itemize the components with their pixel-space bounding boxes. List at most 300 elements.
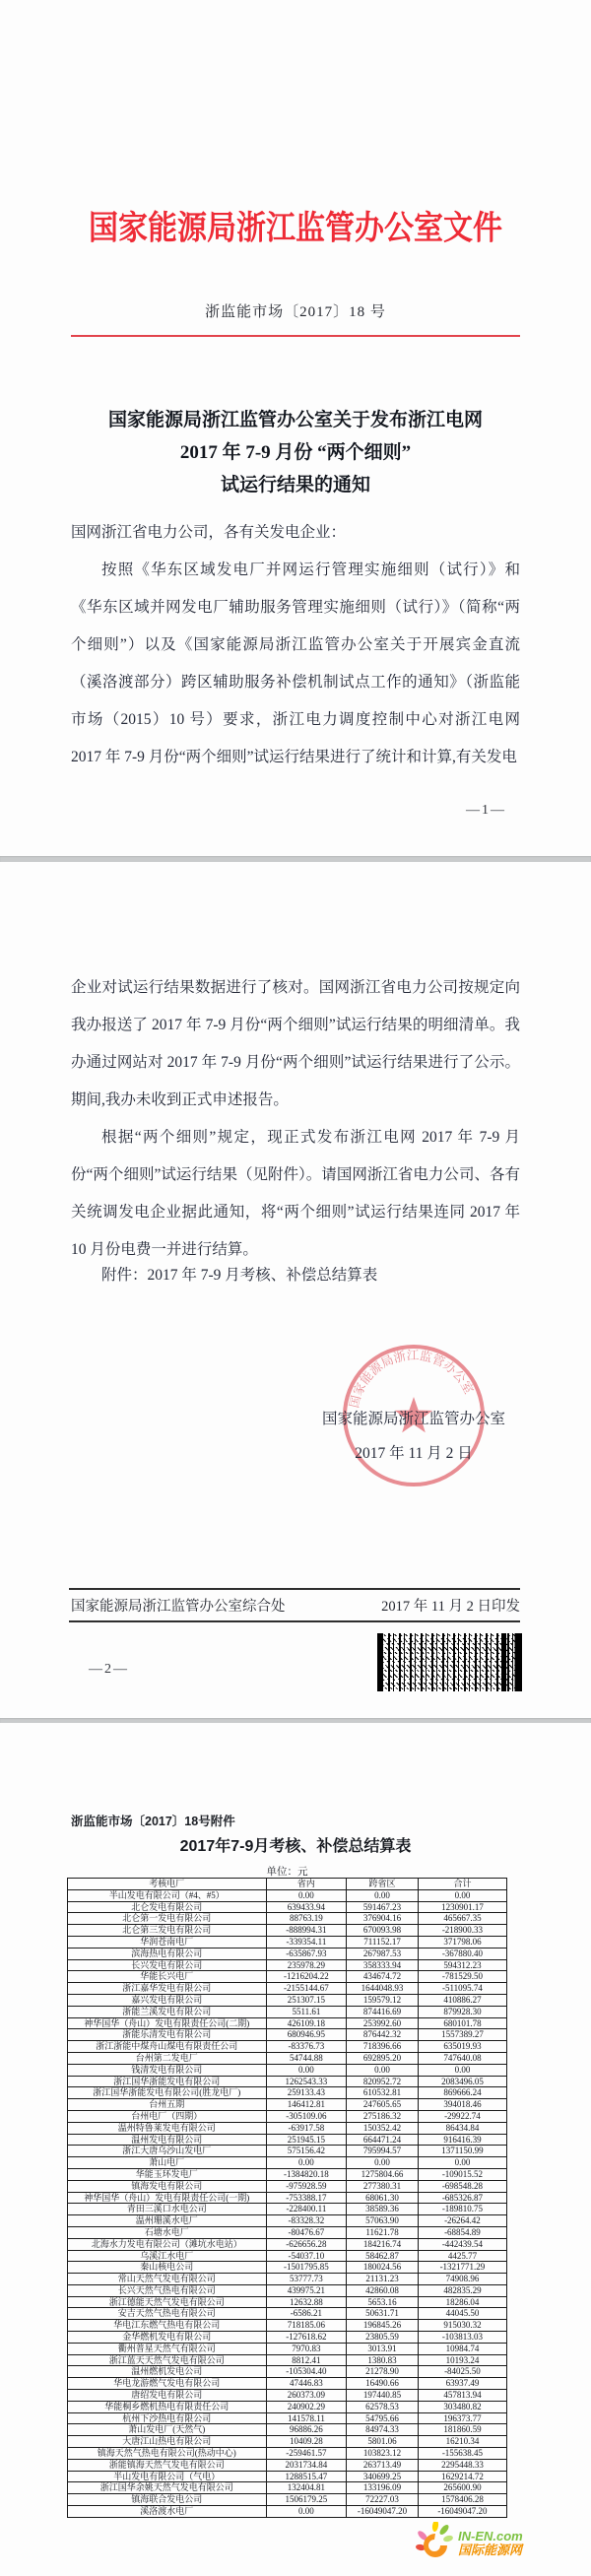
table-cell: 青田三溪口水电公司 bbox=[68, 2204, 267, 2215]
table-cell: 426109.18 bbox=[266, 2017, 347, 2029]
table-cell: 温州珊溪水电厂 bbox=[68, 2215, 267, 2227]
table-row bbox=[68, 2146, 507, 2157]
table-cell: 197440.85 bbox=[347, 2390, 419, 2402]
table-cell: 2031734.84 bbox=[266, 2459, 347, 2471]
org-header: 国家能源局浙江监管办公室文件 bbox=[89, 210, 502, 247]
barcode bbox=[377, 1633, 522, 1691]
table-row bbox=[68, 2412, 507, 2424]
table-cell: 247605.65 bbox=[347, 2099, 419, 2111]
table-row bbox=[68, 2134, 507, 2146]
table-cell: 54795.66 bbox=[347, 2412, 419, 2424]
table-cell: 金华燃机发电有限公司 bbox=[68, 2332, 267, 2344]
table-cell: 1230901.17 bbox=[418, 1901, 506, 1913]
table-cell: -84025.50 bbox=[418, 2366, 506, 2378]
table-cell: -753388.17 bbox=[266, 2192, 347, 2204]
table-cell: 594312.23 bbox=[418, 1959, 506, 1971]
svg-text:国家能源局浙江监管办公室 bbox=[347, 1348, 477, 1409]
paragraph-2: 企业对试运行结果数据进行了核对。国网浙江省电力公司按规定向我办报送了 2017 年 7-9 月份“两个细则”试运行结果的明细清单。我办通过网站对 2017 年 7-9 月份“两个细则”试运行结果进行了公示。期间,我办未收到正式申述报告。 bbox=[71, 979, 520, 1108]
table-cell: 台州五期 bbox=[68, 2099, 267, 2111]
table-cell: -685326.87 bbox=[418, 2192, 506, 2204]
table-cell: 181860.59 bbox=[418, 2424, 506, 2436]
table-cell: 0.00 bbox=[266, 1889, 347, 1901]
table-row bbox=[68, 2122, 507, 2134]
table-cell: 杭州下沙热电有限公司 bbox=[68, 2412, 267, 2424]
table-cell: 镇海发电有限公司 bbox=[68, 2180, 267, 2192]
table-cell: 浙江浙能中煤舟山煤电有限责任公司 bbox=[68, 2041, 267, 2053]
table-cell: 台州第二发电厂 bbox=[68, 2052, 267, 2064]
table-cell: -80476.67 bbox=[266, 2226, 347, 2238]
table-cell: 镇海联合发电公司 bbox=[68, 2494, 267, 2506]
col-header-cross-province: 跨省区 bbox=[347, 1879, 419, 1890]
table-cell: 华电龙游燃气发电有限公司 bbox=[68, 2378, 267, 2390]
attachment-label: 浙监能市场〔2017〕18号附件 bbox=[71, 1815, 235, 1828]
table-cell: 镇海天然气热电有限公司(热动中心) bbox=[68, 2448, 267, 2460]
table-cell: 159579.12 bbox=[347, 1994, 419, 2006]
table-cell: 大唐江山热电有限公司 bbox=[68, 2436, 267, 2448]
table-cell: 376904.16 bbox=[347, 1913, 419, 1925]
table-row bbox=[68, 2320, 507, 2332]
table-row bbox=[68, 2354, 507, 2366]
footer-rule-bottom bbox=[69, 1620, 520, 1622]
table-cell: 275186.32 bbox=[347, 2110, 419, 2122]
table-cell: 63937.49 bbox=[418, 2378, 506, 2390]
table-row bbox=[68, 2436, 507, 2448]
table-cell: 1262543.33 bbox=[266, 2076, 347, 2087]
table-cell: 8812.41 bbox=[266, 2354, 347, 2366]
table-cell: 北仑第三发电有限公司 bbox=[68, 1925, 267, 1937]
table-cell: -26264.42 bbox=[418, 2215, 506, 2227]
table-cell: 华润苍南电厂 bbox=[68, 1936, 267, 1948]
salutation: 国网浙江省电力公司，各有关发电企业： bbox=[71, 524, 347, 541]
table-cell: 12632.88 bbox=[266, 2296, 347, 2308]
table-cell: 439975.21 bbox=[266, 2284, 347, 2296]
table-cell: 溪洛渡水电厂 bbox=[68, 2506, 267, 2518]
table-cell: 0.00 bbox=[347, 2064, 419, 2076]
table-title: 2017年7-9月考核、补偿总结算表 bbox=[179, 1838, 412, 1855]
doc-title-line2: 2017 年 7-9 月份 “两个细则” bbox=[179, 442, 412, 463]
page-separator-1 bbox=[0, 856, 591, 862]
table-row bbox=[68, 1889, 507, 1901]
table-row bbox=[68, 2332, 507, 2344]
table-cell: 华能长兴电厂 bbox=[68, 1971, 267, 1983]
doc-title-line3: 试运行结果的通知 bbox=[220, 475, 370, 495]
table-cell: 196845.26 bbox=[347, 2320, 419, 2332]
table-cell: 1629214.72 bbox=[418, 2471, 506, 2482]
signer-name: 国家能源局浙江监管办公室 bbox=[321, 1411, 505, 1427]
table-cell: 635019.93 bbox=[418, 2041, 506, 2053]
table-cell: 10409.28 bbox=[266, 2436, 347, 2448]
footer-row bbox=[71, 1595, 520, 1616]
table-row bbox=[68, 2099, 507, 2111]
table-cell: 340699.25 bbox=[347, 2471, 419, 2482]
table-row bbox=[68, 2017, 507, 2029]
table-cell: 915030.32 bbox=[418, 2320, 506, 2332]
table-cell: 53777.73 bbox=[266, 2274, 347, 2285]
table-cell: -68854.89 bbox=[418, 2226, 506, 2238]
table-cell: -2155144.67 bbox=[266, 1983, 347, 1995]
table-cell: 180024.56 bbox=[347, 2262, 419, 2274]
table-row bbox=[68, 2087, 507, 2099]
table-cell: 874416.69 bbox=[347, 2006, 419, 2017]
table-cell: 常山天然气发电有限公司 bbox=[68, 2274, 267, 2285]
table-cell: 84974.33 bbox=[347, 2424, 419, 2436]
table-cell: 浙江国华浙能发电有限公司(胜龙电厂) bbox=[68, 2087, 267, 2099]
table-cell: 华电江东燃气热电有限公司 bbox=[68, 2320, 267, 2332]
table-row bbox=[68, 2308, 507, 2320]
table-cell: 434674.72 bbox=[347, 1971, 419, 1983]
body-page1 bbox=[71, 514, 520, 776]
col-header-in-province: 省内 bbox=[266, 1879, 347, 1890]
table-cell: -103813.03 bbox=[418, 2332, 506, 2344]
table-row bbox=[68, 2250, 507, 2262]
paragraph-1: 按照《华东区域发电厂并网运行管理实施细则（试行）》和《华东区域并网发电厂辅助服务管理实施细则（试行）》（简称“两个细则”）以及《国家能源局浙江监管办公室关于开展宾金直流（溪洛渡部分）跨区辅助服务补偿机制试点工作的通知》（浙监能市场（2015）10 号）要求，浙江电力调度控制中心对浙江电网 2017 年 7-9 月份“两个细则”试运行结果进行了统计和计算,有关发电 bbox=[71, 561, 520, 765]
table-row bbox=[68, 2204, 507, 2215]
table-cell: -1321771.29 bbox=[418, 2262, 506, 2274]
table-row bbox=[68, 1959, 507, 1971]
table-cell: 台州电厂（四期） bbox=[68, 2110, 267, 2122]
table-cell: 长兴发电有限公司 bbox=[68, 1959, 267, 1971]
table-cell: 610532.81 bbox=[347, 2087, 419, 2099]
table-cell: 嘉兴发电有限公司 bbox=[68, 1994, 267, 2006]
table-cell: 4425.77 bbox=[418, 2250, 506, 2262]
page-number-2: —2— bbox=[89, 1662, 129, 1677]
table-cell: -626656.28 bbox=[266, 2238, 347, 2250]
table-cell: -511095.74 bbox=[418, 1983, 506, 1995]
table-cell: -339354.11 bbox=[266, 1936, 347, 1948]
table-cell: 96886.26 bbox=[266, 2424, 347, 2436]
table-cell: 410886.27 bbox=[418, 1994, 506, 2006]
table-cell: 371798.06 bbox=[418, 1936, 506, 1948]
table-cell: 乌溪江水电厂 bbox=[68, 2250, 267, 2262]
table-cell: -781529.50 bbox=[418, 1971, 506, 1983]
table-cell: -1384820.18 bbox=[266, 2168, 347, 2180]
table-row bbox=[68, 2471, 507, 2482]
doc-number: 浙监能市场〔2017〕18 号 bbox=[205, 304, 386, 320]
table-row bbox=[68, 2006, 507, 2017]
table-cell: -888994.31 bbox=[266, 1925, 347, 1937]
table-cell: 16210.34 bbox=[418, 2436, 506, 2448]
table-row bbox=[68, 2076, 507, 2087]
table-cell: 华能玉环发电厂 bbox=[68, 2168, 267, 2180]
table-cell: -6586.21 bbox=[266, 2308, 347, 2320]
footer-print-date: 2017 年 11 月 2 日印发 bbox=[381, 1599, 520, 1615]
table-cell: 7970.83 bbox=[266, 2343, 347, 2354]
table-row bbox=[68, 1948, 507, 1959]
table-row bbox=[68, 2262, 507, 2274]
table-cell: 876442.32 bbox=[347, 2029, 419, 2041]
table-cell: 18286.04 bbox=[418, 2296, 506, 2308]
table-cell: 146412.81 bbox=[266, 2099, 347, 2111]
table-cell: 72227.03 bbox=[347, 2494, 419, 2506]
table-cell: 北仑发电有限公司 bbox=[68, 1901, 267, 1913]
table-row bbox=[68, 2482, 507, 2494]
table-cell: 10193.24 bbox=[418, 2354, 506, 2366]
table-row bbox=[68, 2168, 507, 2180]
table-cell: 50631.71 bbox=[347, 2308, 419, 2320]
table-cell: 747640.08 bbox=[418, 2052, 506, 2064]
table-cell: 5653.16 bbox=[347, 2296, 419, 2308]
table-cell: 浙江国华余姚天然气发电有限公司 bbox=[68, 2482, 267, 2494]
table-cell: 半山发电有限公司（气电） bbox=[68, 2471, 267, 2482]
table-cell: 0.00 bbox=[418, 2064, 506, 2076]
table-row bbox=[68, 2064, 507, 2076]
table-cell: 5511.61 bbox=[266, 2006, 347, 2017]
table-cell: 浙能镇海天然气发电有限公司 bbox=[68, 2459, 267, 2471]
table-row bbox=[68, 1983, 507, 1995]
table-cell: -16049047.20 bbox=[347, 2506, 419, 2518]
table-cell: 711152.17 bbox=[347, 1936, 419, 1948]
unit-label: 单位：元 bbox=[266, 1867, 308, 1878]
table-cell: 260373.09 bbox=[266, 2390, 347, 2402]
table-cell: 2083496.05 bbox=[418, 2076, 506, 2087]
table-cell: 0.00 bbox=[347, 2157, 419, 2169]
table-cell: 0.00 bbox=[418, 2157, 506, 2169]
table-cell: 1275804.66 bbox=[347, 2168, 419, 2180]
table-cell: 浙能乐清发电有限公司 bbox=[68, 2029, 267, 2041]
table-cell: 718396.66 bbox=[347, 2041, 419, 2053]
table-cell: 240902.29 bbox=[266, 2401, 347, 2412]
table-cell: 42860.08 bbox=[347, 2284, 419, 2296]
table-cell: 358333.94 bbox=[347, 1959, 419, 1971]
settlement-table bbox=[67, 1878, 507, 2518]
table-cell: 0.00 bbox=[347, 1889, 419, 1901]
sign-date: 2017 年 11 月 2 日 bbox=[355, 1445, 473, 1462]
table-cell: -189810.75 bbox=[418, 2204, 506, 2215]
table-cell: 1557389.27 bbox=[418, 2029, 506, 2041]
table-cell: 1506179.25 bbox=[266, 2494, 347, 2506]
table-row bbox=[68, 2052, 507, 2064]
table-row bbox=[68, 1971, 507, 1983]
table-cell: 879928.30 bbox=[418, 2006, 506, 2017]
table-cell: 235978.29 bbox=[266, 1959, 347, 1971]
table-cell: 277380.31 bbox=[347, 2180, 419, 2192]
table-row bbox=[68, 2448, 507, 2460]
table-cell: 680946.95 bbox=[266, 2029, 347, 2041]
table-cell: -83328.32 bbox=[266, 2215, 347, 2227]
table-cell: 820952.72 bbox=[347, 2076, 419, 2087]
col-header-total: 合计 bbox=[418, 1879, 506, 1890]
doc-title bbox=[39, 404, 552, 501]
table-cell: 浙江大唐乌沙山发电厂 bbox=[68, 2146, 267, 2157]
table-row bbox=[68, 2494, 507, 2506]
table-cell: 68061.30 bbox=[347, 2192, 419, 2204]
table-row bbox=[68, 2157, 507, 2169]
table-row bbox=[68, 2180, 507, 2192]
table-cell: 639433.94 bbox=[266, 1901, 347, 1913]
red-rule-divider bbox=[71, 335, 520, 337]
table-cell: 5801.06 bbox=[347, 2436, 419, 2448]
table-cell: 23805.59 bbox=[347, 2332, 419, 2344]
table-cell: 44045.50 bbox=[418, 2308, 506, 2320]
watermark bbox=[416, 2522, 591, 2565]
table-cell: 88763.19 bbox=[266, 1913, 347, 1925]
table-cell: 秦山核电公司 bbox=[68, 2262, 267, 2274]
table-row bbox=[68, 2343, 507, 2354]
table-cell: 1371150.99 bbox=[418, 2146, 506, 2157]
table-cell: 21278.90 bbox=[347, 2366, 419, 2378]
table-row bbox=[68, 1925, 507, 1937]
table-cell: 1288515.47 bbox=[266, 2471, 347, 2482]
attachment-line: 附件：2017 年 7-9 月考核、补偿总结算表 bbox=[101, 1267, 378, 1284]
table-cell: 11621.78 bbox=[347, 2226, 419, 2238]
table-cell: 150352.42 bbox=[347, 2122, 419, 2134]
table-cell: 591467.23 bbox=[347, 1901, 419, 1913]
table-cell: 303480.82 bbox=[418, 2401, 506, 2412]
table-cell: 680101.78 bbox=[418, 2017, 506, 2029]
page-number-1: —1— bbox=[466, 803, 506, 818]
table-row bbox=[68, 2506, 507, 2518]
table-cell: 62578.53 bbox=[347, 2401, 419, 2412]
table-cell: 251307.15 bbox=[266, 1994, 347, 2006]
table-cell: -127618.62 bbox=[266, 2332, 347, 2344]
table-row bbox=[68, 1901, 507, 1913]
table-cell: 浙江国华浙能发电有限公司 bbox=[68, 2076, 267, 2087]
table-cell: -305109.06 bbox=[266, 2110, 347, 2122]
table-row bbox=[68, 2424, 507, 2436]
table-cell: 16490.66 bbox=[347, 2378, 419, 2390]
table-cell: 482835.29 bbox=[418, 2284, 506, 2296]
table-row bbox=[68, 2401, 507, 2412]
table-cell: -155638.45 bbox=[418, 2448, 506, 2460]
table-cell: 57063.90 bbox=[347, 2215, 419, 2227]
col-header-plant: 考核电厂 bbox=[68, 1879, 267, 1890]
table-cell: -218900.33 bbox=[418, 1925, 506, 1937]
table-row bbox=[68, 2284, 507, 2296]
table-cell: 74908.96 bbox=[418, 2274, 506, 2285]
table-row bbox=[68, 2238, 507, 2250]
table-row bbox=[68, 1994, 507, 2006]
paragraph-3: 根据“两个细则”规定，现正式发布浙江电网 2017 年 7-9 月份“两个细则”试运行结果（见附件）。请国网浙江省电力公司、各有关统调发电企业据此通知，将“两个细则”试运行结果连同 2017 年 10 月份电费一并进行结算。 bbox=[71, 1129, 520, 1258]
table-cell: 浙江德能天然气发电有限公司 bbox=[68, 2296, 267, 2308]
table-cell: 196373.77 bbox=[418, 2412, 506, 2424]
table-row bbox=[68, 2366, 507, 2378]
table-cell: -83376.73 bbox=[266, 2041, 347, 2053]
table-cell: 钱清发电有限公司 bbox=[68, 2064, 267, 2076]
table-cell: 唐绍发电有限公司 bbox=[68, 2390, 267, 2402]
table-cell: 253992.60 bbox=[347, 2017, 419, 2029]
table-cell: 长兴天然气热电有限公司 bbox=[68, 2284, 267, 2296]
table-cell: 265600.90 bbox=[418, 2482, 506, 2494]
table-row bbox=[68, 2390, 507, 2402]
table-cell: 0.00 bbox=[266, 2064, 347, 2076]
table-cell: 3013.91 bbox=[347, 2343, 419, 2354]
table-cell: 916416.39 bbox=[418, 2134, 506, 2146]
table-cell: 670093.98 bbox=[347, 1925, 419, 1937]
table-header-row bbox=[68, 1879, 507, 1890]
table-cell: -228400.11 bbox=[266, 2204, 347, 2215]
table-row bbox=[68, 2192, 507, 2204]
table-cell: -105304.40 bbox=[266, 2366, 347, 2378]
table-row bbox=[68, 2110, 507, 2122]
table-cell: -698548.28 bbox=[418, 2180, 506, 2192]
body-page2 bbox=[71, 969, 520, 1269]
table-cell: 0.00 bbox=[266, 2506, 347, 2518]
table-row bbox=[68, 1936, 507, 1948]
seal-arc-text: 国家能源局浙江监管办公室 bbox=[347, 1348, 477, 1410]
table-cell: -442439.54 bbox=[418, 2238, 506, 2250]
table-cell: 38589.36 bbox=[347, 2204, 419, 2215]
table-cell: 半山发电有限公司（#4、#5） bbox=[68, 1889, 267, 1901]
energy-portal-logo-icon bbox=[416, 2522, 455, 2565]
table-cell: 北海水力发电有限公司（滩坑水电站） bbox=[68, 2238, 267, 2250]
table-cell: -975928.59 bbox=[266, 2180, 347, 2192]
table-cell: 718185.06 bbox=[266, 2320, 347, 2332]
table-row bbox=[68, 2226, 507, 2238]
table-cell: 1380.83 bbox=[347, 2354, 419, 2366]
table-cell: 石塘水电厂 bbox=[68, 2226, 267, 2238]
table-cell: 58462.87 bbox=[347, 2250, 419, 2262]
table-cell: -259461.57 bbox=[266, 2448, 347, 2460]
table-cell: 103823.12 bbox=[347, 2448, 419, 2460]
table-cell: 132404.81 bbox=[266, 2482, 347, 2494]
table-cell: 263713.49 bbox=[347, 2459, 419, 2471]
table-cell: 54744.88 bbox=[266, 2052, 347, 2064]
table-cell: 692895.20 bbox=[347, 2052, 419, 2064]
table-cell: 萧山发电厂(天然气) bbox=[68, 2424, 267, 2436]
table-cell: 1644048.93 bbox=[347, 1983, 419, 1995]
table-row bbox=[68, 2029, 507, 2041]
table-cell: -635867.93 bbox=[266, 1948, 347, 1959]
table-row bbox=[68, 1913, 507, 1925]
table-cell: 575156.42 bbox=[266, 2146, 347, 2157]
table-cell: 465667.35 bbox=[418, 1913, 506, 1925]
table-cell: 184216.74 bbox=[347, 2238, 419, 2250]
table-row bbox=[68, 2041, 507, 2053]
table-row bbox=[68, 2215, 507, 2227]
table-cell: 温州特鲁莱发电有限公司 bbox=[68, 2122, 267, 2134]
table-cell: 141578.11 bbox=[266, 2412, 347, 2424]
table-cell: 47446.83 bbox=[266, 2378, 347, 2390]
table-cell: 浙能兰溪发电有限公司 bbox=[68, 2006, 267, 2017]
watermark-domain: IN-EN.com bbox=[458, 2529, 523, 2543]
table-cell: -1216204.22 bbox=[266, 1971, 347, 1983]
table-cell: -29922.74 bbox=[418, 2110, 506, 2122]
table-cell: 251945.15 bbox=[266, 2134, 347, 2146]
table-row bbox=[68, 2274, 507, 2285]
table-cell: 259133.43 bbox=[266, 2087, 347, 2099]
table-cell: 神华国华（舟山）发电有限责任公司(二期) bbox=[68, 2017, 267, 2029]
table-cell: 0.00 bbox=[418, 1889, 506, 1901]
table-cell: 神华国华（舟山）发电有限责任公司(一期) bbox=[68, 2192, 267, 2204]
table-cell: 133196.09 bbox=[347, 2482, 419, 2494]
table-cell: 衢州普星天然气有限公司 bbox=[68, 2343, 267, 2354]
table-cell: 664471.24 bbox=[347, 2134, 419, 2146]
table-row bbox=[68, 2296, 507, 2308]
table-cell: 浙江蓝天天然气发电有限公司 bbox=[68, 2354, 267, 2366]
table-cell: 267987.53 bbox=[347, 1948, 419, 1959]
footer-rule-top bbox=[69, 1588, 520, 1590]
table-cell: -54037.10 bbox=[266, 2250, 347, 2262]
footer-issuing-office: 国家能源局浙江监管办公室综合处 bbox=[71, 1599, 286, 1615]
table-cell: 86434.84 bbox=[418, 2122, 506, 2134]
table-cell: 华能桐乡燃机热电有限责任公司 bbox=[68, 2401, 267, 2412]
table-cell: 0.00 bbox=[266, 2157, 347, 2169]
page-separator-2 bbox=[0, 1718, 591, 1723]
table-cell: 869666.24 bbox=[418, 2087, 506, 2099]
table-cell: -109015.52 bbox=[418, 2168, 506, 2180]
table-cell: 2295448.33 bbox=[418, 2459, 506, 2471]
table-row bbox=[68, 2378, 507, 2390]
table-cell: -367880.40 bbox=[418, 1948, 506, 1959]
table-cell: 21131.23 bbox=[347, 2274, 419, 2285]
table-cell: 北仑第一发电有限公司 bbox=[68, 1913, 267, 1925]
table-cell: 394018.46 bbox=[418, 2099, 506, 2111]
doc-title-line1: 国家能源局浙江监管办公室关于发布浙江电网 bbox=[107, 410, 483, 430]
table-cell: 温州燃机发电公司 bbox=[68, 2366, 267, 2378]
table-row bbox=[68, 2459, 507, 2471]
table-cell: -16049047.20 bbox=[418, 2506, 506, 2518]
table-cell: 10984.74 bbox=[418, 2343, 506, 2354]
